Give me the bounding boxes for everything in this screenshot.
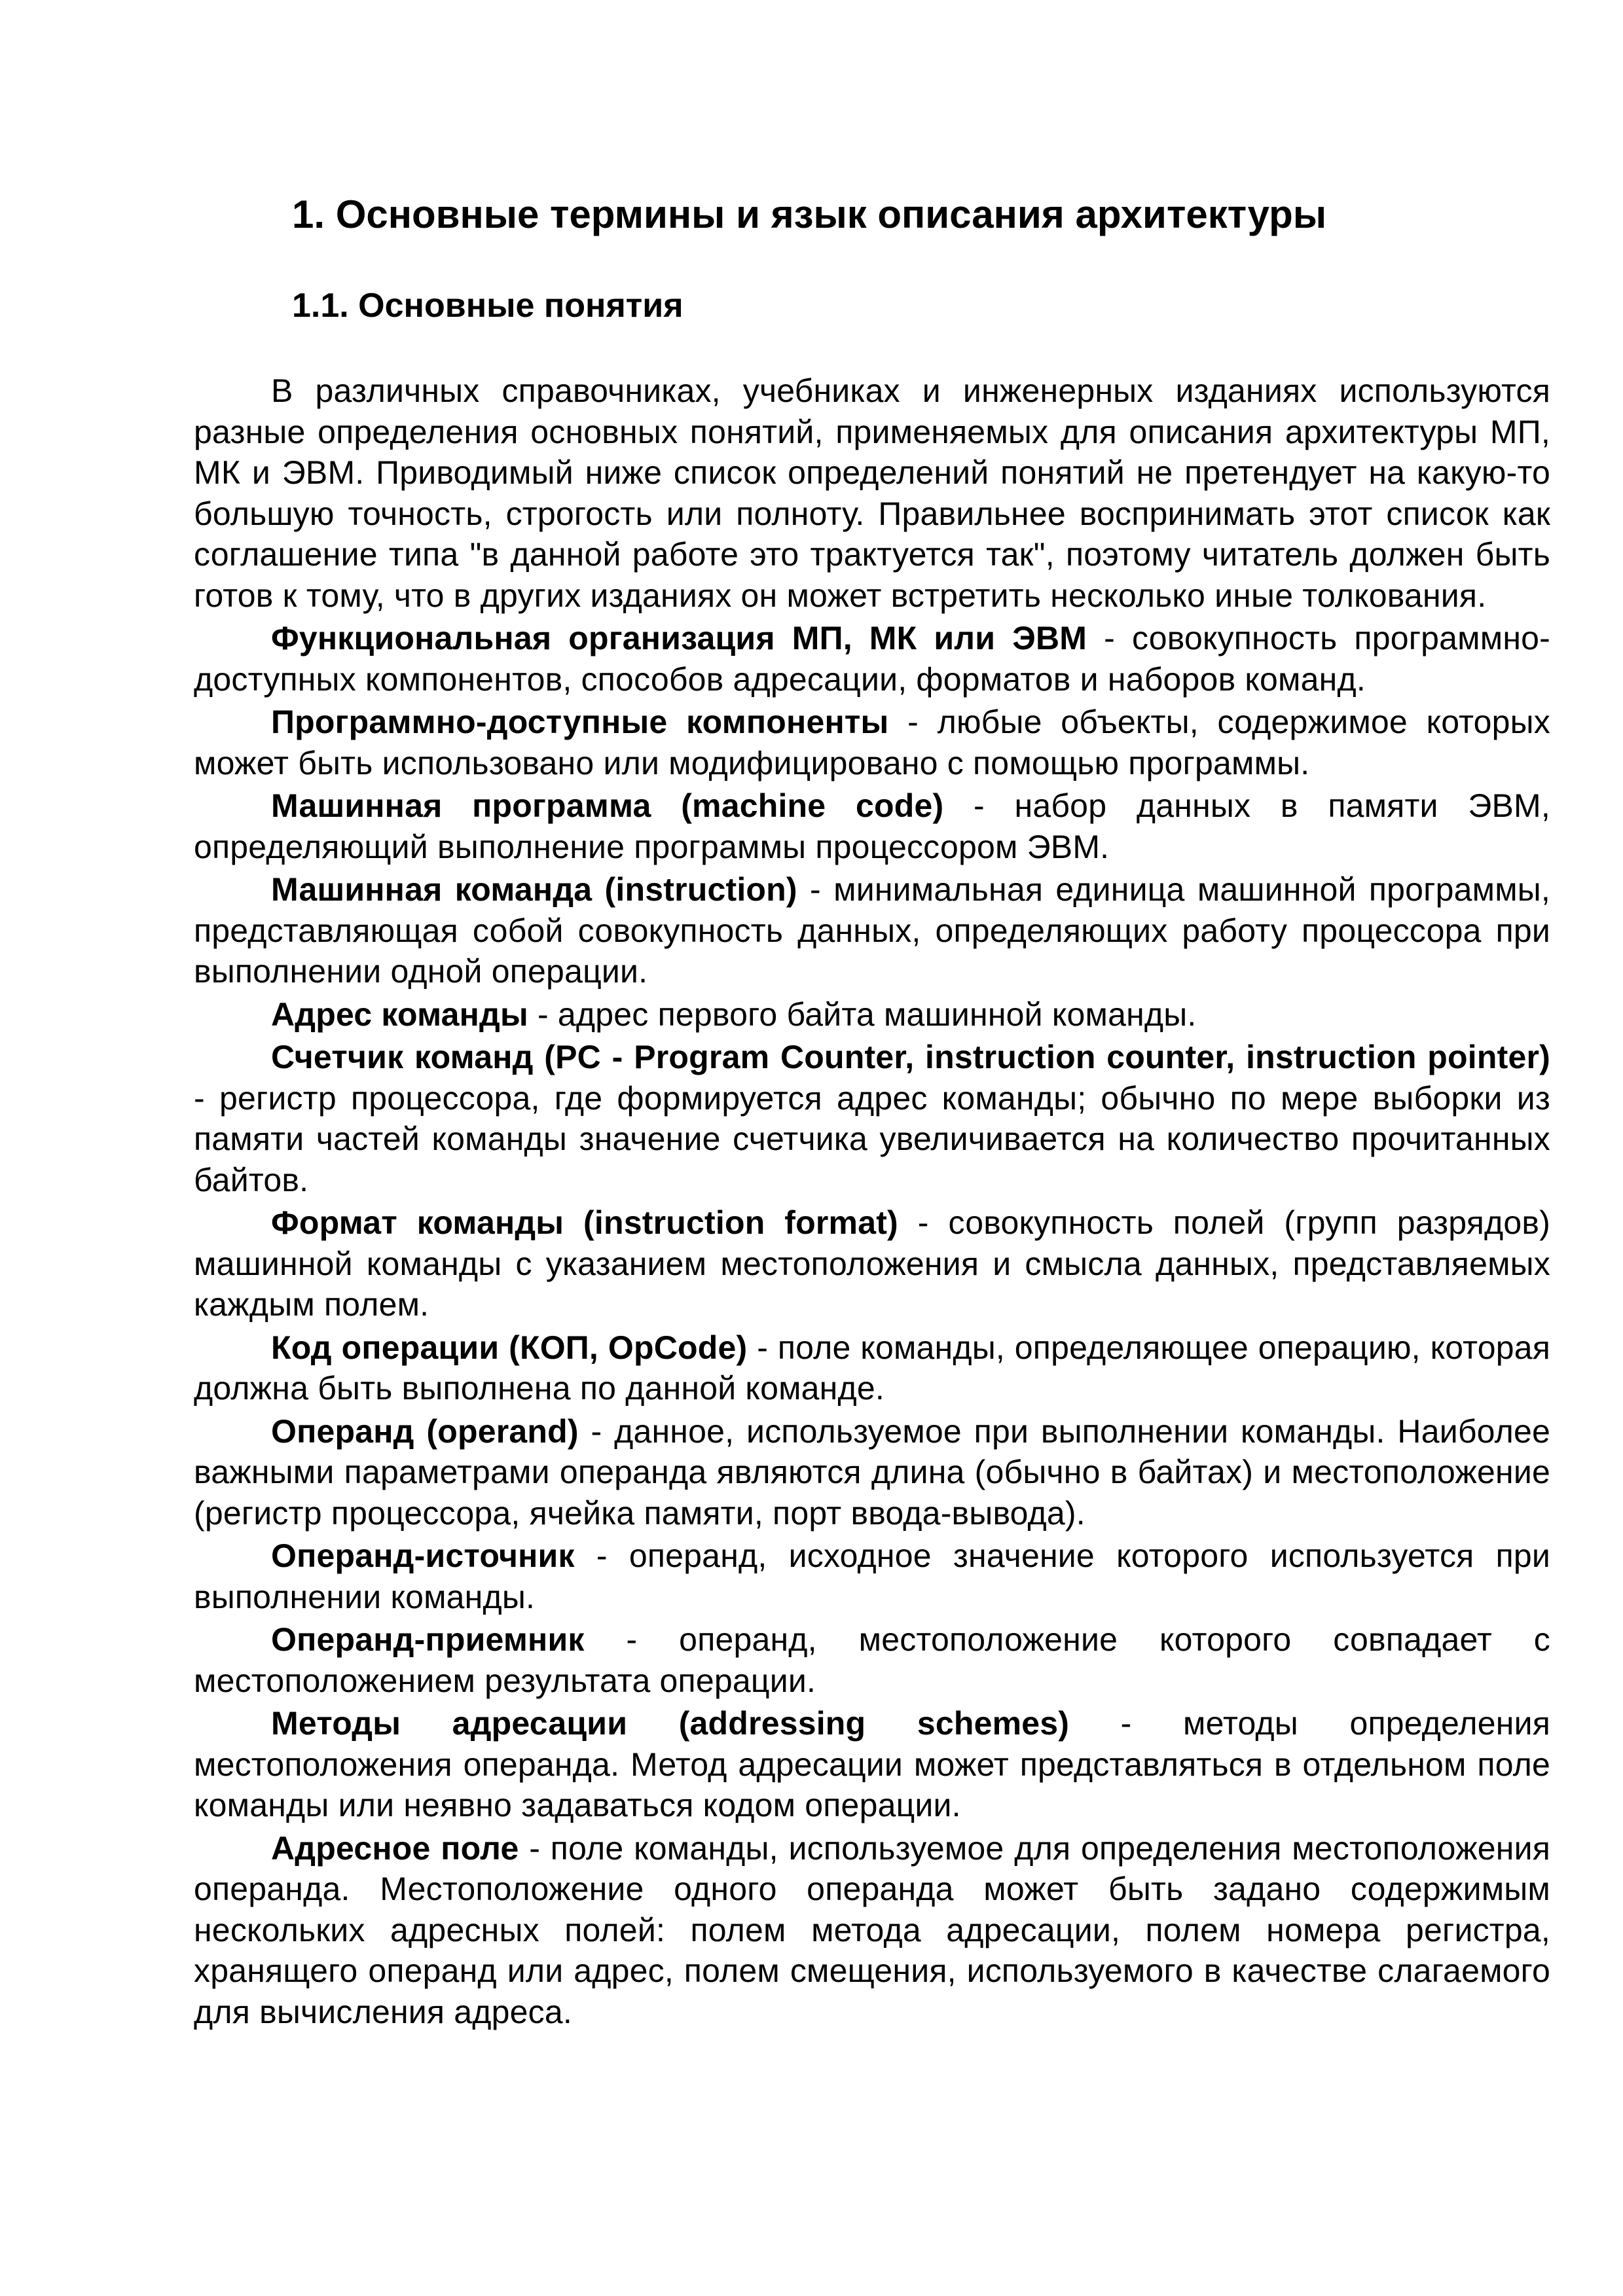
definition-paragraph	[194, 1619, 1550, 1701]
definition-paragraph	[194, 994, 1550, 1035]
definition-term: Функциональная организация МП, МК или ЭВМ	[271, 620, 1087, 657]
document-body	[194, 370, 1550, 2032]
definition-term: Машинная программа (machine code)	[271, 787, 944, 825]
definition-term: Машинная команда (instruction)	[271, 871, 797, 908]
definition-term: Адресное поле	[271, 1829, 519, 1867]
definition-paragraph	[194, 1202, 1550, 1325]
definition-term: Методы адресации (addressing schemes)	[271, 1705, 1070, 1742]
definition-term: Формат команды (instruction format)	[271, 1204, 898, 1242]
definition-text: - поле команды, используемое для определения местоположения операнда. Местоположение одного операнда может быть задано содержимым нескольких адресных полей: полем метода адресации, полем номера регистра, хранящего операнд или адрес, полем смещения, используемого в качестве слагаемого для вычисления адреса.	[194, 1829, 1550, 2030]
definition-text: - операнд, местоположение которого совпадает с местоположением результата операции.	[194, 1621, 1550, 1699]
definition-term: Адрес команды	[271, 996, 528, 1033]
definition-paragraph	[194, 1037, 1550, 1200]
definition-text: - адрес первого байта машинной команды.	[528, 996, 1197, 1033]
chapter-heading: 1. Основные термины и язык описания архитектуры	[292, 192, 1327, 236]
definition-text: - регистр процессора, где формируется адрес команды; обычно по мере выборки из памяти частей команды значение счетчика увеличивается на количество прочитанных байтов.	[194, 1079, 1550, 1198]
definition-term: Операнд-источник	[271, 1537, 575, 1575]
definition-paragraph	[194, 1327, 1550, 1409]
definition-text: - поле команды, определяющее операцию, которая должна быть выполнена по данной команде.	[194, 1329, 1550, 1407]
definition-paragraph	[194, 785, 1550, 867]
definition-text: - минимальная единица машинной программы, представляющая собой совокупность данных, определяющих работу процессора при выполнении одной операции.	[194, 871, 1551, 990]
definition-paragraph	[194, 1828, 1550, 2033]
definition-term: Программно-доступные компоненты	[271, 704, 889, 741]
definition-text: - данное, используемое при выполнении команды. Наиболее важными параметрами операнда являются длина (обычно в байтах) и местоположение (регистр процессора, ячейка памяти, порт ввода-вывода).	[194, 1412, 1550, 1532]
section-heading: 1.1. Основные понятия	[292, 287, 684, 325]
definition-text: - операнд, исходное значение которого используется при выполнении команды.	[194, 1537, 1550, 1615]
definition-text: - совокупность полей (групп разрядов) машинной команды с указанием местоположения и смысла данных, представляемых каждым полем.	[194, 1204, 1550, 1323]
definition-text: - методы определения местоположения операнда. Метод адресации может представляться в отдельном поле команды или неявно задаваться кодом операции.	[194, 1705, 1550, 1824]
document-page	[194, 191, 1550, 2032]
intro-paragraph: В различных справочниках, учебниках и инженерных изданиях используются разные определения основных понятий, применяемых для описания архитектуры МП, МК и ЭВМ. Приводимый ниже список определений понятий не претендует на какую-то большую точность, строгость или полноту. Правильнее воспринимать этот список как соглашение типа "в данной работе это трактуется так", поэтому читатель должен быть готов к тому, что в других изданиях он может встретить несколько иные толкования.	[194, 372, 1550, 614]
definition-paragraph	[194, 618, 1550, 700]
definition-paragraph	[194, 702, 1550, 783]
definition-text: - совокупность программно-доступных компонентов, способов адресации, форматов и наборов команд.	[194, 620, 1550, 698]
definition-term: Код операции (КОП, OpCode)	[271, 1329, 748, 1366]
definition-term: Операнд-приемник	[271, 1621, 585, 1659]
definition-text: - набор данных в памяти ЭВМ, определяющий выполнение программы процессором ЭВМ.	[194, 787, 1550, 865]
definition-paragraph	[194, 869, 1550, 992]
definition-paragraph	[194, 1703, 1550, 1826]
definition-paragraph	[194, 1535, 1550, 1617]
definition-term: Операнд (operand)	[271, 1412, 579, 1450]
definition-term: Счетчик команд (PC - Program Counter, instruction counter, instruction pointer)	[271, 1039, 1550, 1076]
definition-paragraph	[194, 1411, 1550, 1534]
definition-text: - любые объекты, содержимое которых может быть использовано или модифицировано с помощью программы.	[194, 704, 1551, 781]
